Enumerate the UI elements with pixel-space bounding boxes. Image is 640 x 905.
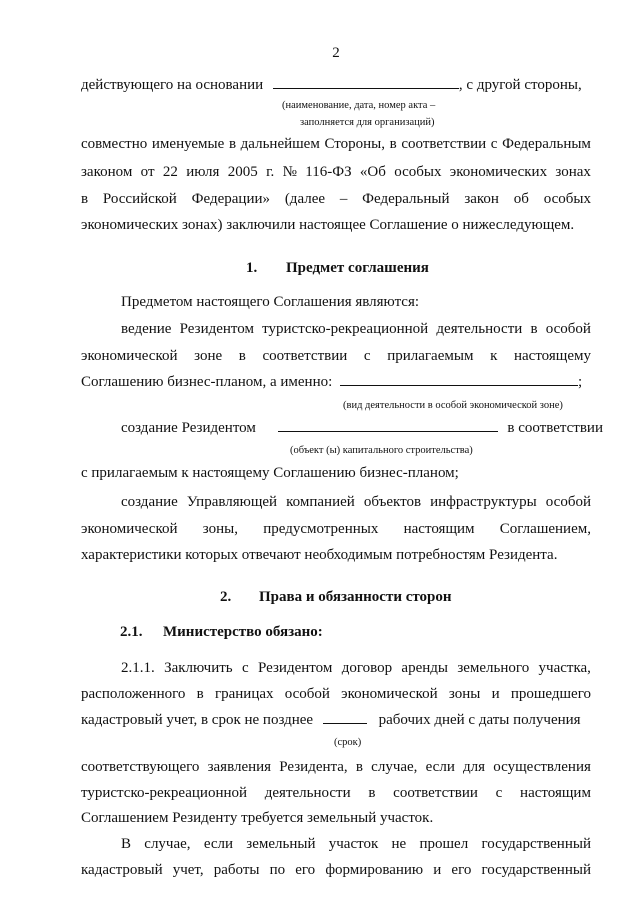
text-line: Соглашением Резиденту требуется земельный участок. (81, 810, 434, 826)
text-line (81, 347, 591, 365)
word: Федеральным (502, 136, 591, 152)
subsection-number: 2.1. (120, 624, 143, 640)
word: формированию (325, 862, 424, 878)
word: участок (328, 836, 379, 852)
word: Стороны, (324, 136, 386, 152)
word: именуемые (151, 136, 225, 152)
word: объектов (363, 494, 422, 510)
hint-text: (вид деятельности в особой экономической зоне) (343, 400, 563, 411)
word: государственный (481, 862, 591, 878)
word: зоны, (202, 521, 238, 537)
word: туристско-рекреационной (262, 321, 429, 337)
word: особой (284, 686, 330, 702)
word: с (363, 348, 371, 364)
word: с (495, 785, 503, 801)
text-line: действующего на основании , с другой стороны, (81, 77, 582, 93)
word: деятельности (436, 321, 523, 337)
word: с (242, 660, 249, 676)
word: договор (341, 660, 393, 676)
word: 2005 (227, 164, 258, 180)
word: если (203, 836, 234, 852)
word: аренды (401, 660, 448, 676)
word: земельный (246, 836, 316, 852)
hint-text: (объект (ы) капитального строительства) (290, 445, 473, 456)
text-line (121, 493, 591, 511)
word: экономической (81, 521, 178, 537)
word: случае, (371, 759, 418, 775)
word: заявления (207, 759, 272, 775)
text-line: экономических зонах) заключили настоящее Соглашение о нижеследующем. (81, 217, 575, 233)
word: Российской (102, 191, 177, 207)
fill-blank (340, 373, 578, 386)
word: Резидентом (179, 321, 254, 337)
word: создание (121, 494, 178, 510)
word: законом (81, 164, 133, 180)
hint-text: заполняется для организаций) (300, 117, 435, 128)
word: 116-ФЗ (305, 164, 352, 180)
word: если (425, 759, 455, 775)
section-number: 1. (246, 260, 258, 276)
word: экономических (449, 164, 548, 180)
text-line (81, 861, 591, 879)
word: по (269, 862, 286, 878)
word: настоящему (513, 348, 591, 364)
fill-blank (278, 419, 498, 432)
word: Резидента, (279, 759, 348, 775)
word: особой (545, 494, 591, 510)
word: соответствии (393, 785, 478, 801)
word: к (490, 348, 498, 364)
text-line (81, 685, 591, 703)
word: участка, (538, 660, 591, 676)
word: от (140, 164, 155, 180)
section-title: Предмет соглашения (286, 260, 429, 276)
word: соответствии (401, 136, 487, 152)
word: осуществления (493, 759, 591, 775)
text-line: с прилагаемым к настоящему Соглашению бизнес-планом; (81, 465, 459, 481)
word: Федерации» (191, 191, 270, 207)
subsection-title: Министерство обязано: (163, 624, 323, 640)
word: расположенного (81, 686, 186, 702)
word: для (463, 759, 486, 775)
word: в (355, 759, 363, 775)
word: 2.1.1. (121, 660, 155, 676)
word: в (196, 686, 204, 702)
text-line: кадастровый учет, в срок не позднее рабочих дней с даты получения (81, 712, 581, 728)
hint-text: (наименование, дата, номер акта – (282, 100, 436, 111)
word: прилагаемым (387, 348, 474, 364)
section-title: Права и обязанности сторон (259, 589, 452, 605)
word: совместно (81, 136, 148, 152)
text-line: характеристики которых отвечают необходимым потребностям Резидента. (81, 547, 558, 563)
word: учет, (172, 862, 204, 878)
word: ведение (121, 321, 172, 337)
word: закон (464, 191, 499, 207)
page-number: 2 (332, 45, 340, 61)
word: № (282, 164, 297, 180)
word: кадастровый (81, 862, 163, 878)
word: зонах (555, 164, 591, 180)
text-line (81, 135, 591, 153)
word: (далее (284, 191, 326, 207)
text-line (121, 835, 591, 853)
word: инфраструктуры (430, 494, 537, 510)
word: в (81, 191, 89, 207)
fill-blank (323, 711, 367, 724)
word: туристско-рекреационной (81, 785, 248, 801)
section-number: 2. (220, 589, 232, 605)
word: экономической (341, 686, 438, 702)
word: настоящим (403, 521, 475, 537)
word: июля (186, 164, 220, 180)
word: компанией (286, 494, 355, 510)
word: в (368, 785, 376, 801)
word: Соглашением, (499, 521, 591, 537)
word: зоны (448, 686, 481, 702)
word: прошедшего (510, 686, 591, 702)
word: особой (545, 321, 591, 337)
word: границах (214, 686, 274, 702)
text-line (81, 784, 591, 802)
word: с (490, 136, 498, 152)
word: 22 (162, 164, 178, 180)
word: особых (543, 191, 591, 207)
word: Управляющей (186, 494, 278, 510)
text-line: Предметом настоящего Соглашения являются: (121, 294, 420, 310)
text-line (81, 520, 591, 538)
word: экономической (81, 348, 178, 364)
word: Федеральный (362, 191, 450, 207)
text-line (81, 190, 591, 208)
word: не (391, 836, 407, 852)
word: в (238, 348, 246, 364)
word: г. (266, 164, 275, 180)
word: дальнейшем (240, 136, 320, 152)
text-line: Соглашению бизнес-планом, а именно: ; (81, 374, 583, 390)
word: и (433, 862, 442, 878)
word: случае, (144, 836, 191, 852)
word: земельного (457, 660, 530, 676)
word: в (389, 136, 397, 152)
word: в (530, 321, 538, 337)
text-line: создание Резидентом в соответствии (121, 420, 603, 436)
word: настоящим (520, 785, 591, 801)
word: – (339, 191, 348, 207)
word: в (228, 136, 237, 152)
word: его (451, 862, 472, 878)
word: «Об (359, 164, 386, 180)
text-line (81, 758, 591, 776)
text-line (121, 320, 591, 338)
hint-text: (срок) (334, 737, 362, 748)
word: и (491, 686, 500, 702)
word: государственный (481, 836, 591, 852)
fill-blank (273, 76, 459, 89)
word: предусмотренных (263, 521, 379, 537)
word: деятельности (264, 785, 351, 801)
word: прошел (419, 836, 469, 852)
word: Резидентом (258, 660, 333, 676)
word: соответствии (262, 348, 348, 364)
word: зоне (194, 348, 223, 364)
word: соответствующего (81, 759, 200, 775)
text-line (121, 659, 591, 677)
word: Заключить (164, 660, 233, 676)
word: его (295, 862, 316, 878)
word: особых (394, 164, 442, 180)
word: работы (213, 862, 260, 878)
text-line (81, 163, 591, 181)
word: об (513, 191, 529, 207)
word: В (121, 836, 132, 852)
